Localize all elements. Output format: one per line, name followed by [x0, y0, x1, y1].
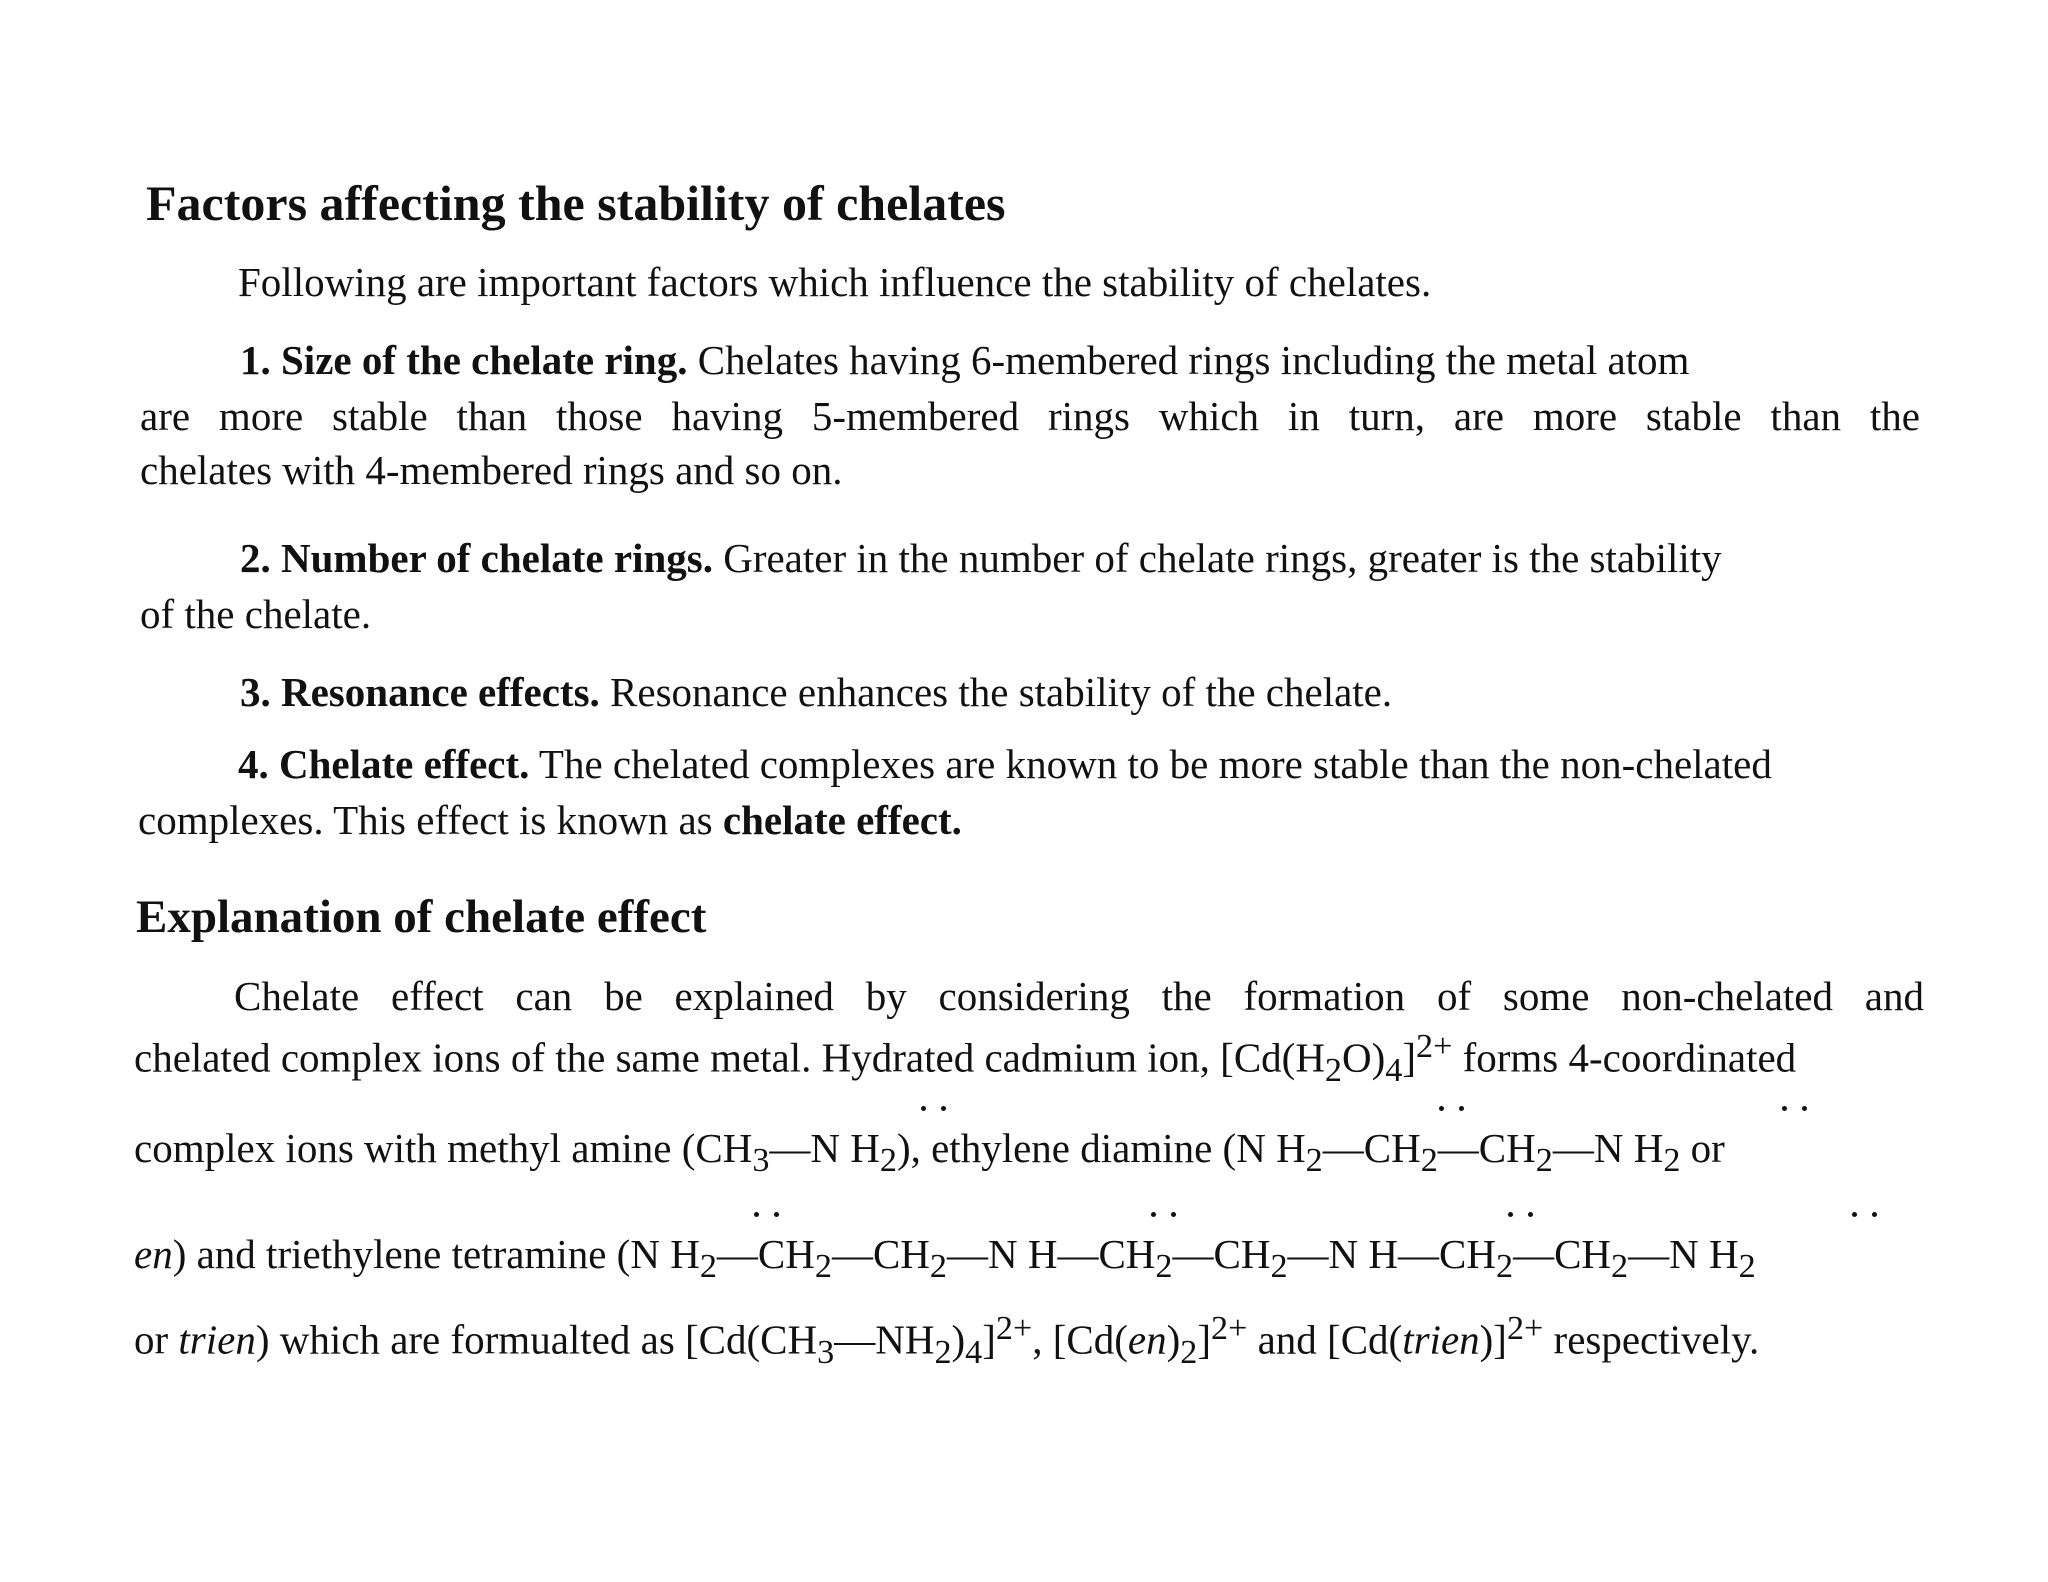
- explanation-paragraph: [134, 973, 1924, 1416]
- lone-pair-dot: [1782, 1106, 1787, 1111]
- subscript: 2: [1738, 1248, 1756, 1286]
- italic-text: trien: [1402, 1316, 1480, 1363]
- factor-1-text-1: Chelates having 6-membered rings including the metal atom: [697, 337, 1690, 383]
- subscript: 3: [817, 1333, 835, 1371]
- subscript: 2: [1305, 1142, 1323, 1180]
- heading-explanation: Explanation of chelate effect: [136, 891, 707, 943]
- lone-pair-dot: [1171, 1212, 1176, 1217]
- factor-1-line-2: are more stable than those having 5-membered rings which in turn, are more stable than the: [140, 393, 1920, 439]
- italic-text: trien: [178, 1316, 256, 1363]
- factor-1-paragraph: [140, 337, 1920, 500]
- text: ) and triethylene tetramine (N H: [172, 1231, 700, 1277]
- text: —N H: [769, 1125, 880, 1171]
- explanation-line-5: [134, 1312, 1759, 1370]
- subscript: 2: [1611, 1248, 1629, 1286]
- subscript: 2: [1155, 1248, 1173, 1286]
- subscript: 2: [1420, 1142, 1438, 1180]
- subscript: 2: [879, 1142, 897, 1180]
- subscript: 3: [752, 1142, 770, 1180]
- subscript: 2: [1535, 1142, 1553, 1180]
- lone-pair-dot: [941, 1106, 946, 1111]
- explanation-line-1: [234, 973, 1924, 1019]
- factor-3-line-1: [240, 669, 1393, 715]
- text: —CH: [1437, 1125, 1536, 1171]
- lone-pair-dot: [774, 1212, 779, 1217]
- explanation-text-2a: chelated complex ions of the same metal. Hydrated cadmium ion, [Cd(H: [134, 1034, 1325, 1081]
- text: or: [1680, 1125, 1725, 1171]
- factor-2-line-1: [240, 535, 1722, 581]
- text: ]: [1197, 1316, 1211, 1363]
- superscript: 2+: [1506, 1310, 1544, 1347]
- text: )]: [1479, 1316, 1507, 1363]
- explanation-line-3: [134, 1125, 1725, 1180]
- lone-pair-dot: [1459, 1106, 1464, 1111]
- intro-text: Following are important factors which influence the stability of chelates.: [238, 259, 1432, 305]
- subscript: 2: [934, 1333, 952, 1371]
- heading-factors: Factors affecting the stability of chelates: [146, 175, 1006, 231]
- text: —CH: [1172, 1231, 1271, 1277]
- factor-2-line-2: of the chelate.: [140, 591, 372, 637]
- explanation-line-2: [134, 1030, 1796, 1088]
- lone-pair-dot: [1151, 1212, 1156, 1217]
- factor-4-paragraph: [138, 741, 1918, 854]
- text: ) which are formualted as [Cd(CH: [255, 1316, 818, 1363]
- text: respectively.: [1543, 1316, 1760, 1363]
- text: —CH: [831, 1231, 930, 1277]
- text: ]: [982, 1316, 996, 1363]
- text: , [Cd(: [1032, 1316, 1128, 1363]
- factor-4-label: 4. Chelate effect.: [238, 741, 530, 787]
- lone-pair-dot: [1528, 1212, 1533, 1217]
- factor-3-text-1: Resonance enhances the stability of the chelate.: [610, 669, 1393, 715]
- subscript: 4: [1385, 1051, 1403, 1089]
- lone-pair-dot: [754, 1212, 759, 1217]
- text: —CH: [1322, 1125, 1421, 1171]
- text: —N H—CH: [1287, 1231, 1496, 1277]
- italic-text: en: [134, 1231, 173, 1277]
- superscript: 2+: [995, 1310, 1033, 1347]
- subscript: 2: [699, 1248, 717, 1286]
- text: and [Cd(: [1247, 1316, 1403, 1363]
- subscript: 2: [1324, 1051, 1342, 1089]
- subscript: 2: [1495, 1248, 1514, 1286]
- subscript: 2: [929, 1248, 947, 1286]
- explanation-text-2b: O): [1342, 1034, 1386, 1081]
- text: ): [1166, 1316, 1181, 1363]
- text: complex ions with methyl amine (CH: [134, 1125, 753, 1171]
- subscript: 4: [965, 1333, 983, 1371]
- factor-1-line-1: [240, 337, 1690, 383]
- factor-2-label: 2. Number of chelate rings.: [240, 535, 713, 581]
- factor-1-line-3: chelates with 4-membered rings and so on.: [140, 447, 843, 493]
- explanation-text-2d: forms 4-coordinated: [1452, 1034, 1797, 1081]
- italic-text: en: [1127, 1316, 1167, 1363]
- text: —N H—CH: [946, 1231, 1156, 1277]
- text: or: [134, 1316, 179, 1363]
- text: —NH: [834, 1316, 935, 1363]
- factor-4-line-1: [238, 741, 1772, 787]
- lone-pair-dot: [1802, 1106, 1807, 1111]
- factor-3-label: 3. Resonance effects.: [240, 669, 600, 715]
- text: ): [951, 1316, 966, 1363]
- explanation-text-2c: ]: [1402, 1034, 1416, 1081]
- subscript: 2: [1180, 1333, 1198, 1371]
- factor-4-text-1: The chelated complexes are known to be more stable than the non-chelated: [538, 741, 1772, 787]
- lone-pair-dot: [921, 1106, 926, 1111]
- explanation-text-1: Chelate effect can be explained by considering the formation of some non-chelated and: [234, 973, 1924, 1019]
- factor-2-paragraph: [140, 535, 1920, 648]
- factor-4-line-2: [138, 797, 962, 843]
- lone-pair-dot: [1872, 1212, 1877, 1217]
- factor-2-text-1: Greater in the number of chelate rings, greater is the stability: [723, 535, 1722, 581]
- superscript: 2+: [1416, 1028, 1453, 1065]
- factor-4-text-2: complexes. This effect is known as: [138, 797, 713, 843]
- explanation-line-4: [134, 1231, 1756, 1286]
- text: —CH: [716, 1231, 815, 1277]
- lone-pair-dot: [1508, 1212, 1513, 1217]
- subscript: 2: [1663, 1142, 1681, 1180]
- superscript: 2+: [1211, 1310, 1248, 1347]
- text: —N H: [1628, 1231, 1739, 1277]
- subscript: 2: [814, 1248, 832, 1286]
- lone-pair-dot: [1852, 1212, 1857, 1217]
- factor-1-label: 1. Size of the chelate ring.: [240, 337, 688, 383]
- text: —CH: [1513, 1231, 1612, 1277]
- subscript: 2: [1270, 1248, 1288, 1286]
- text: ), ethylene diamine (N H: [896, 1125, 1306, 1171]
- factor-4-bold-term: chelate effect.: [722, 797, 962, 843]
- lone-pair-dot: [1439, 1106, 1444, 1111]
- text: —N H: [1552, 1125, 1664, 1171]
